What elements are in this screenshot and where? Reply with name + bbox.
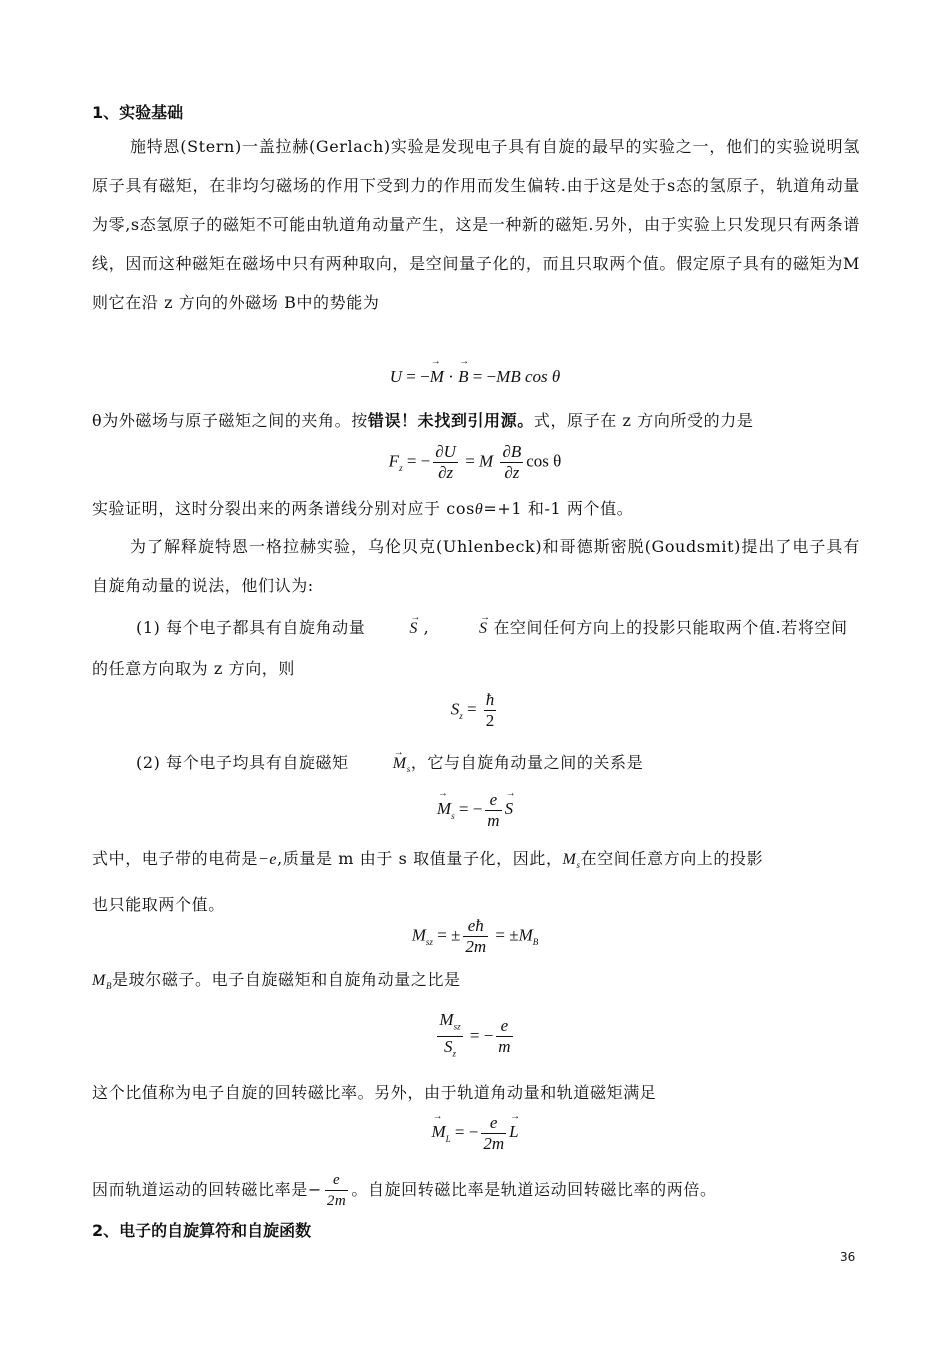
angle-definition-line: θ为外磁场与原子磁矩之间的夹角。按错误！未找到引用源。式，原子在 z 方向所受的力是 [92, 411, 754, 430]
potential-rhs: MB cos θ [496, 367, 561, 386]
force-equation: $F_z$ = − $\frac{\partial U}{\partial z}$ = M $\frac{\partial B}{\partial z}$ cos θ [388, 442, 562, 482]
charge-mass-paragraph: 式中，电子带的电荷是−e,质量是 m 由于 s 取值量子化，因此，$M_s$在空间任意方向上的投影 也只能取两个值。 [92, 849, 764, 915]
uhlenbeck-paragraph: 为了解释旋特恩一格拉赫实验，乌伦贝克(Uhlenbeck)和哥德斯密脱(Goudsmit)提出了电子具有自旋角动量的说法，他们认为: [92, 537, 860, 595]
gyromagnetic-ratio-equation: $\frac{M_{sz}}{S_z}$ = − $\frac{e}{m}$ [439, 1010, 511, 1059]
assumption-1-continuation: 的任意方向取为 z 方向，则 [92, 659, 296, 678]
orbital-ratio-line: 因而轨道运动的回转磁比率是− $\frac{e}{2m}$ 。自旋回转磁比率是轨道运动回转磁比率的两倍。 [92, 1172, 717, 1209]
ml-equation: → $M_L$ = − $\frac{e}{2m}$ → L [0, 1113, 950, 1154]
page-number: 36 [840, 1250, 856, 1264]
assumption-2-line: (2) 每个电子均具有自旋磁矩→ $M_s$，它与自旋角动量之间的关系是 [92, 750, 860, 782]
sz-equation: $S_z$ = $\frac{ħ}{2}$ [450, 690, 495, 730]
cos-values-line: 实验证明，这时分裂出来的两条谱线分别对应于 cosθ=+1 和-1 两个值。 [92, 499, 634, 518]
ms-equation: → $M_s$ = − $\frac{e}{m}$ → S [0, 790, 950, 831]
intro-paragraph [92, 127, 860, 322]
stern-gerlach-text: 施特恩(Stern)一盖拉赫(Gerlach)实验是发现电子具有自旋的最早的实验之一，他们的实验说明氢原子具有磁矩，在非均匀磁场的作用下受到力的作用而发生偏转.由于这是处于s态的氢原子，轨道角动量为零,s态氢原子的磁矩不可能由轨道角动量产生，这是一种新的磁矩.另外，由于实验上只发现只有两条谱线，因而这种磁矩在磁场中只有两种取向，是空间量子化的，而且只取两个值。假定原子具有的磁矩为M 则它在沿 z 方向的外磁场 B中的势能为 [92, 137, 860, 312]
assumption-1-line: (1) 每个电子都具有自旋角动量→ S , → S 在空间任何方向上的投影只能取两个值.若将空间 [92, 615, 860, 642]
msz-equation: $M_{sz}$ = ± $\frac{eħ}{2m}$ = $\pm M_B$ [411, 916, 539, 956]
bohr-magneton-line: $M_B$是玻尔磁子。电子自旋磁矩和自旋角动量之比是 [92, 970, 461, 992]
section-1-heading: 1、实验基础 [92, 103, 184, 122]
error-reference: 错误！未找到引用源。 [367, 411, 534, 430]
gyromagnetic-text: 这个比值称为电子自旋的回转磁比率。另外，由于轨道角动量和轨道磁矩满足 [92, 1083, 657, 1102]
potential-energy-equation: U = −→ M · → B = −MB cos θ [0, 367, 950, 387]
section-2-heading: 2、电子的自旋算符和自旋函数 [92, 1221, 312, 1240]
